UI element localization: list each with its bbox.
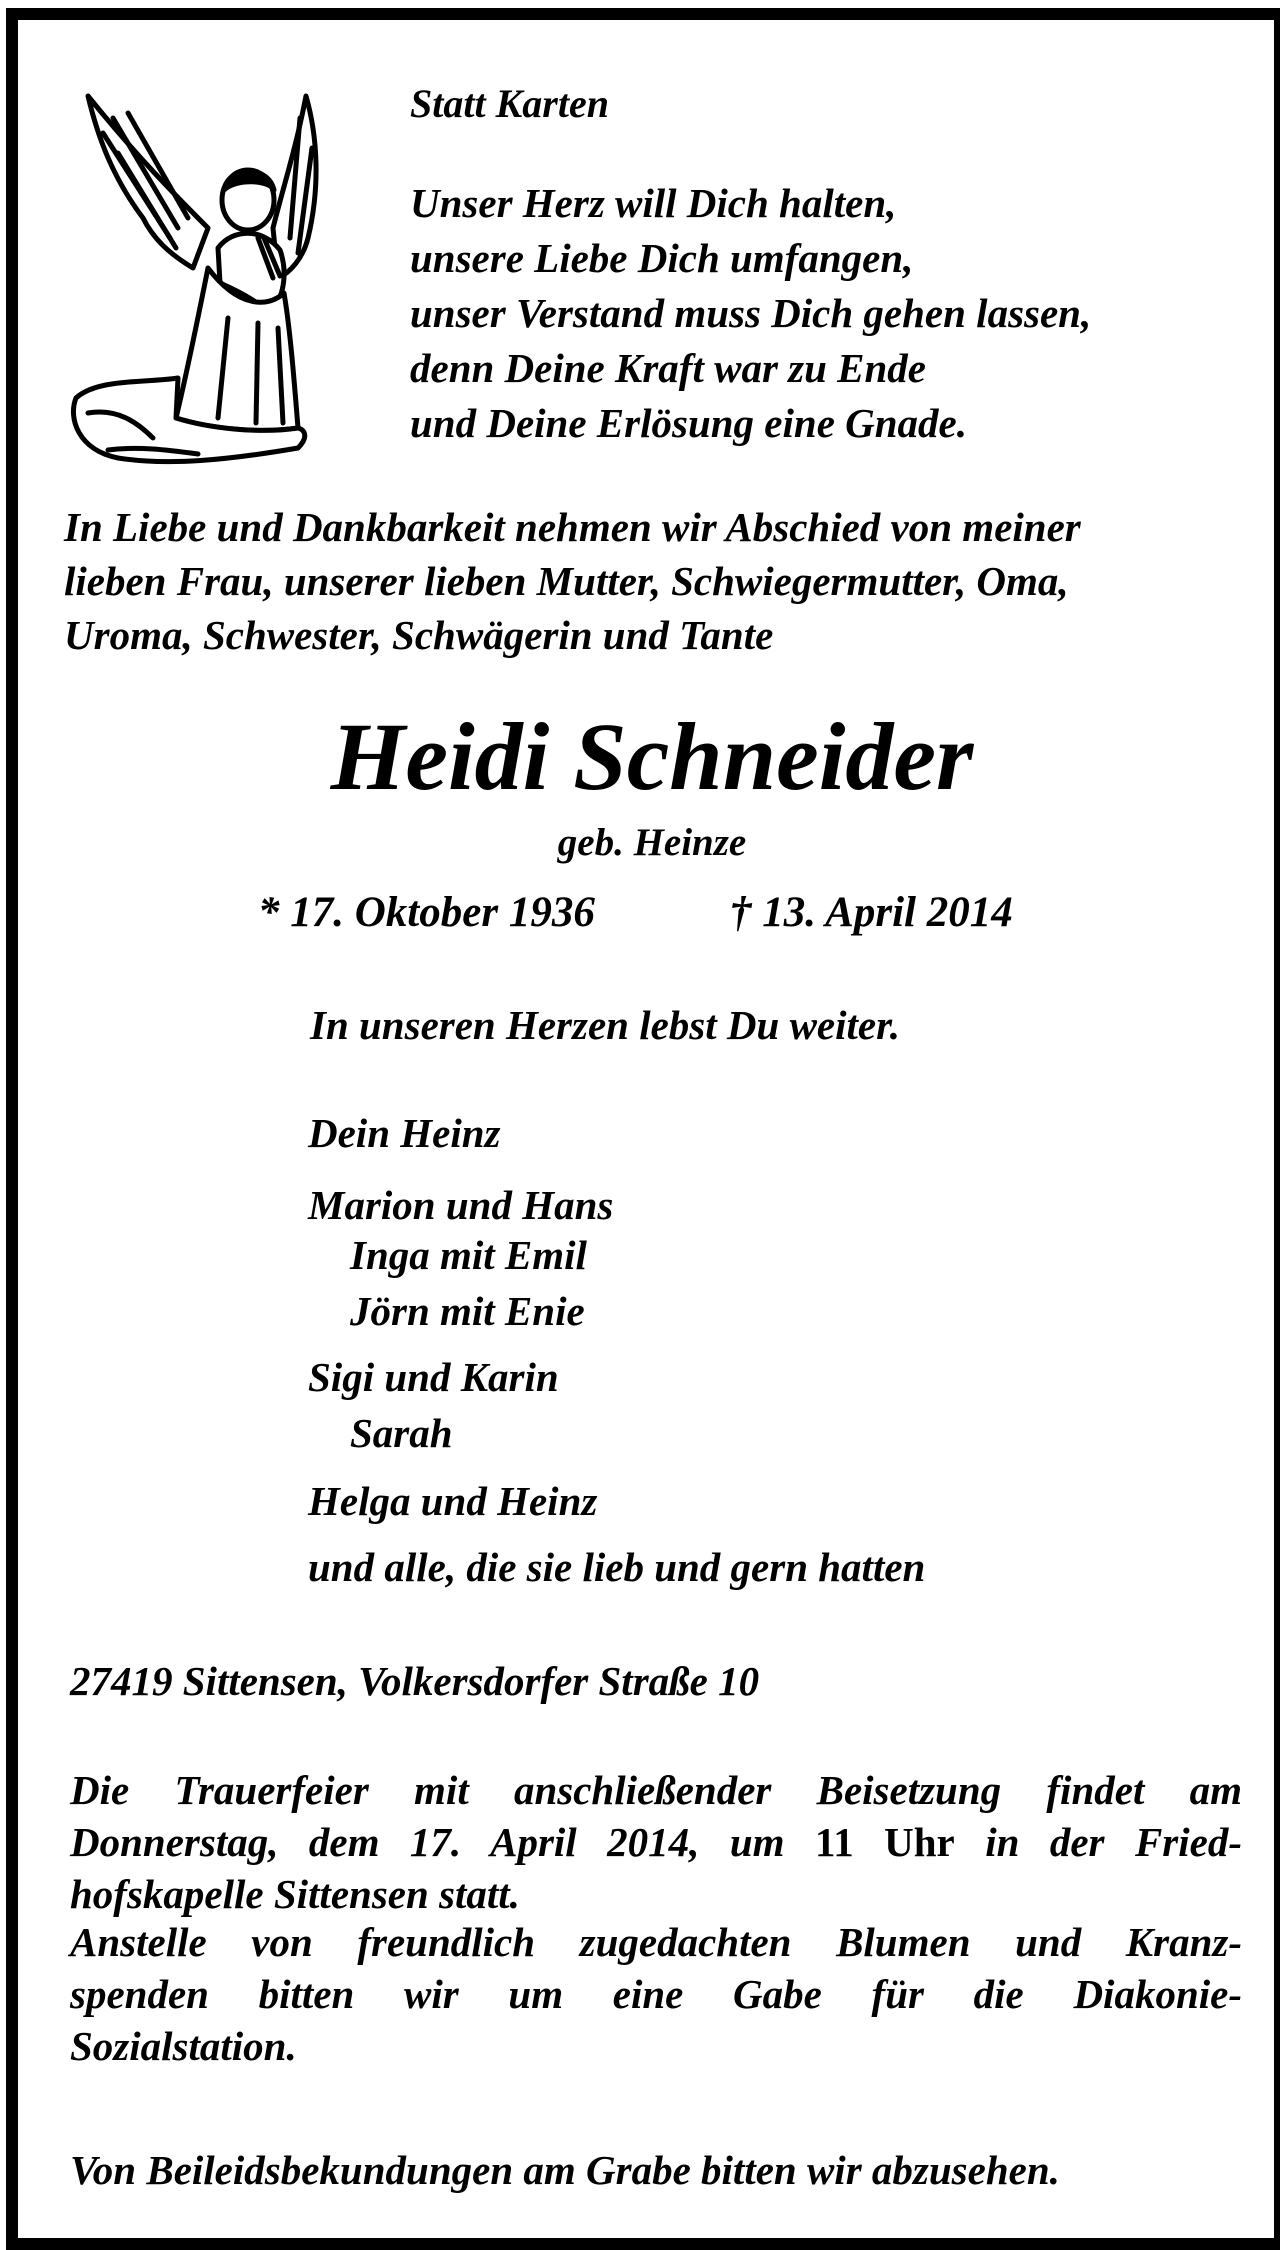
intro-line: In Liebe und Dankbarkeit nehmen wir Abschied von meiner <box>64 504 1081 550</box>
poem-line: Unser Herz will Dich halten, <box>410 180 897 226</box>
funeral-line <box>70 1816 1242 1868</box>
mourner-name: Marion und Hans <box>308 1182 614 1228</box>
poem-line: denn Deine Kraft war zu Ende <box>410 345 927 391</box>
donation-request <box>70 1916 1242 2072</box>
mourner-name: Dein Heinz <box>308 1110 501 1156</box>
funeral-time: 11 Uhr <box>814 1819 955 1865</box>
obituary-notice <box>6 8 1280 2250</box>
farewell-intro <box>64 500 1252 662</box>
mourner-name: Jörn mit Enie <box>350 1288 585 1334</box>
funeral-line: hofskapelle Sittensen statt. <box>70 1871 520 1917</box>
donation-line: Sozialstation. <box>70 2023 297 2069</box>
statt-karten-heading: Statt Karten <box>410 81 609 126</box>
deceased-name: Heidi Schneider <box>330 703 974 810</box>
funeral-info <box>70 1764 1242 1920</box>
condolence-note <box>70 2144 1242 2196</box>
intro-line: lieben Frau, unserer lieben Mutter, Schwiegermutter, Oma, <box>64 558 1069 604</box>
poem-line: unser Verstand muss Dich gehen lassen, <box>410 290 1092 336</box>
mourner-name: und alle, die sie lieb und gern hatten <box>308 1544 926 1590</box>
funeral-line: Die Trauerfeier mit anschließender Beisetzung findet am <box>70 1767 1242 1813</box>
donation-line: Anstelle von freundlich zugedachten Blumen und Kranz- <box>70 1919 1242 1965</box>
condolence-line: Von Beileidsbekundungen am Grabe bitten wir abzusehen. <box>70 2147 1060 2193</box>
intro-line: Uroma, Schwester, Schwägerin und Tante <box>64 612 774 658</box>
mourner-name: Sarah <box>350 1410 453 1456</box>
poem <box>410 176 1091 451</box>
poem-line: unsere Liebe Dich umfangen, <box>410 235 914 281</box>
donation-line: spenden bitten wir um eine Gabe für die Diakonie- <box>70 1971 1242 2017</box>
kneeling-angel-icon <box>58 78 326 478</box>
birth-date: * 17. Oktober 1936 <box>258 889 595 936</box>
funeral-text: Donnerstag, dem 17. April 2014, um <box>70 1819 815 1865</box>
death-date: † 13. April 2014 <box>730 889 1013 936</box>
mourner-name: Sigi und Karin <box>308 1354 559 1400</box>
mourner-name: Inga mit Emil <box>350 1232 587 1278</box>
motto: In unseren Herzen lebst Du weiter. <box>310 1002 901 1048</box>
maiden-name: geb. Heinze <box>557 821 747 864</box>
poem-line: und Deine Erlösung eine Gnade. <box>410 400 968 446</box>
mourner-name: Helga und Heinz <box>308 1478 598 1524</box>
funeral-text: in der Fried- <box>954 1819 1242 1865</box>
mourner-address: 27419 Sittensen, Volkersdorfer Straße 10 <box>70 1658 760 1704</box>
